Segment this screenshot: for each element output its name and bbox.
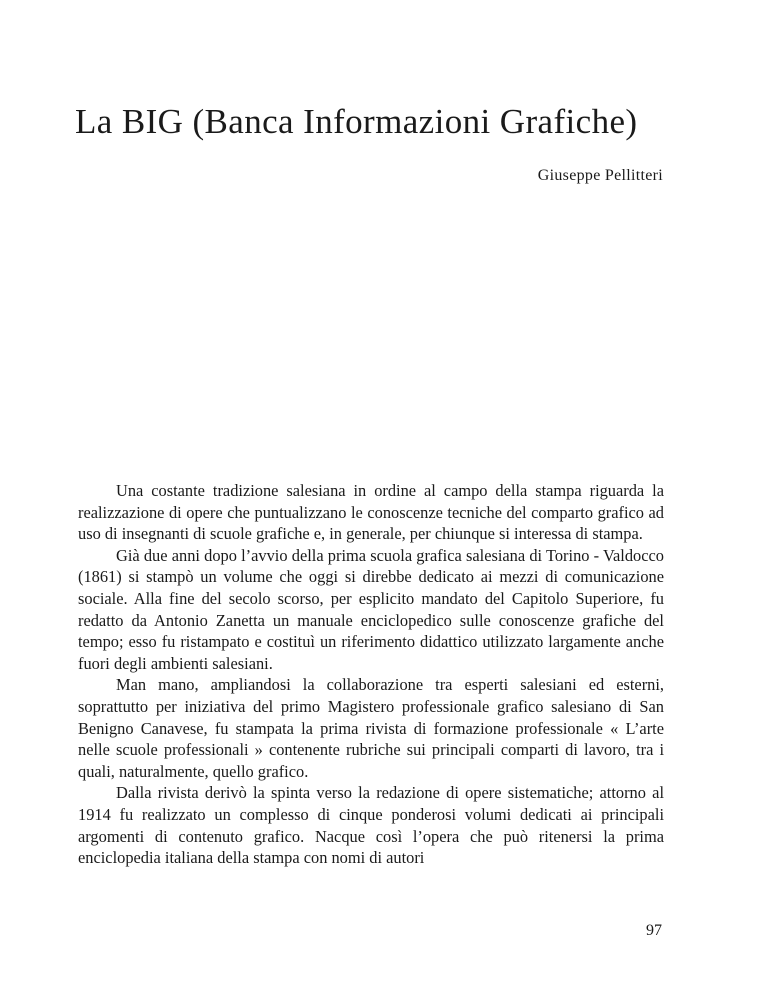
- article-title: La BIG (Banca Informazioni Grafiche): [75, 102, 638, 141]
- body-paragraph: Man mano, ampliandosi la collaborazione tra esperti salesiani ed esterni, soprattutto per iniziativa del primo Magistero professionale grafico salesiano di San Benigno Canavese, fu stampata la prima rivista di formazione professionale « L’arte nelle scuole professionali » contenente rubriche sui principali comparti di lavoro, tra i quali, naturalmente, quello grafico.: [78, 675, 664, 781]
- body-paragraph: Già due anni dopo l’avvio della prima scuola grafica salesiana di Torino - Valdocco (1861) si stampò un volume che oggi si direbbe dedicato ai mezzi di comunicazione sociale. Alla fine del secolo scorso, per esplicito mandato del Capitolo Superiore, fu redatto da Antonio Zanetta un manuale enciclopedico sulle conoscenze grafiche del tempo; esso fu ristampato e costituì un riferimento didattico utilizzato largamente anche fuori degli ambienti salesiani.: [78, 545, 664, 673]
- article-author: Giuseppe Pellitteri: [537, 167, 663, 184]
- body-paragraph: Dalla rivista derivò la spinta verso la redazione di opere sistematiche; attorno al 1914 fu realizzato un complesso di cinque ponderosi volumi dedicati ai principali argomenti di contenuto grafico. Nacque così l’opera che può ritenersi la prima enciclopedia italiana della stampa con nomi di autori: [78, 783, 664, 868]
- page-number: 97: [646, 922, 662, 939]
- article-body: [78, 480, 664, 869]
- body-paragraph: Una costante tradizione salesiana in ordine al campo della stampa riguarda la realizzazione di opere che puntualizzano le conoscenze tecniche del comparto grafico ad uso di insegnanti di scuole grafiche e, in generale, per chiunque si interessa di stampa.: [78, 481, 664, 544]
